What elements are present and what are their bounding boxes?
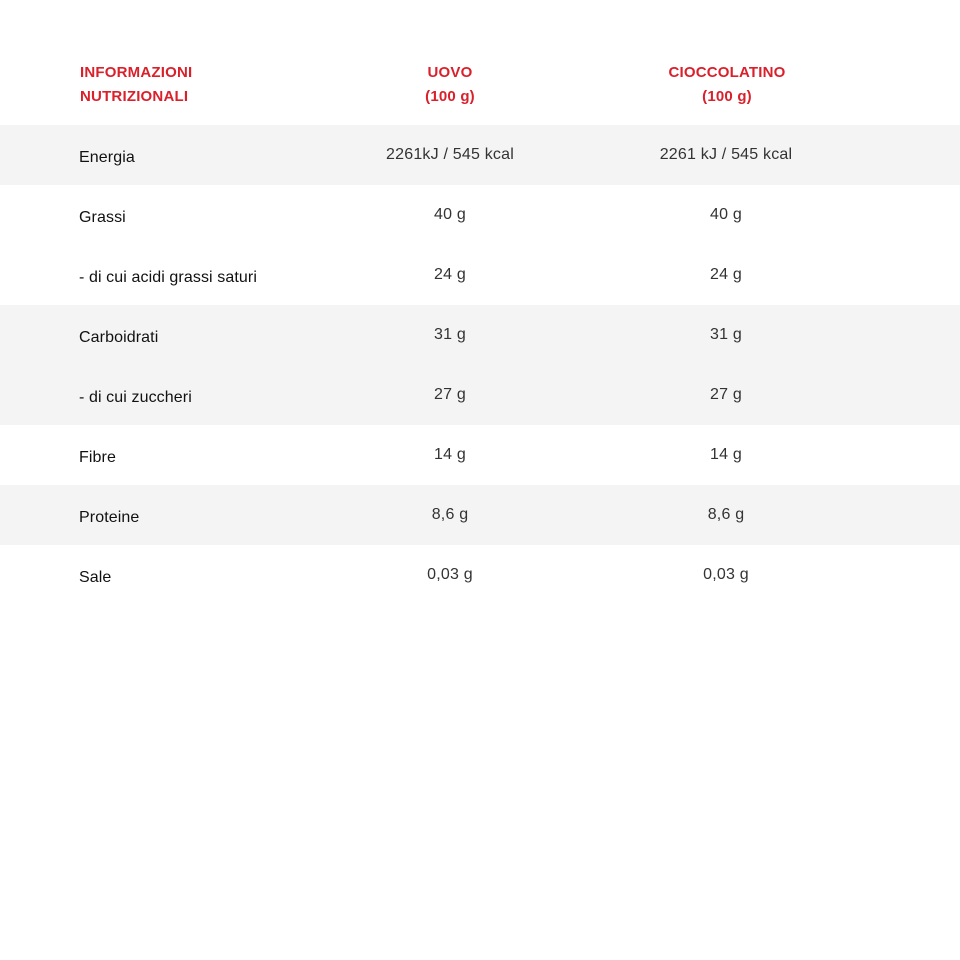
row-label: Fibre xyxy=(79,449,116,466)
row-value-cioccolatino: 0,03 g xyxy=(703,566,749,583)
row-value-uovo: 27 g xyxy=(434,386,466,403)
row-label: - di cui acidi grassi saturi xyxy=(79,269,257,286)
table-row-fibre xyxy=(0,425,960,485)
header-uovo xyxy=(300,61,600,109)
row-label: - di cui zuccheri xyxy=(79,389,192,406)
header-uovo-line1: UOVO xyxy=(427,64,473,81)
row-label: Grassi xyxy=(79,209,126,226)
row-value-cioccolatino: 14 g xyxy=(710,446,742,463)
header-cioccolatino-line2: (100 g) xyxy=(702,88,752,105)
table-row-sale xyxy=(0,545,960,605)
row-value-uovo: 0,03 g xyxy=(427,566,473,583)
row-label: Carboidrati xyxy=(79,329,159,346)
table-row-grassi xyxy=(0,185,960,245)
table-row-proteine xyxy=(0,485,960,545)
table-row-zuccheri xyxy=(0,365,960,425)
header-label-line1: INFORMAZIONI xyxy=(80,64,193,81)
row-value-uovo: 2261kJ / 545 kcal xyxy=(386,146,514,163)
row-value-cioccolatino: 8,6 g xyxy=(707,506,745,523)
row-value-cioccolatino: 24 g xyxy=(710,266,742,283)
table-row-energia xyxy=(0,125,960,185)
row-value-cioccolatino: 27 g xyxy=(710,386,742,403)
header-nutrition-info xyxy=(80,61,192,109)
row-value-cioccolatino: 2261 kJ / 545 kcal xyxy=(659,146,793,163)
row-value-uovo: 40 g xyxy=(434,206,466,223)
row-value-uovo: 8,6 g xyxy=(431,506,469,523)
row-value-cioccolatino: 31 g xyxy=(710,326,742,343)
table-header xyxy=(0,0,960,125)
row-label: Energia xyxy=(79,149,135,166)
table-row-grassi-saturi xyxy=(0,245,960,305)
row-value-uovo: 14 g xyxy=(434,446,466,463)
header-cioccolatino-line1: CIOCCOLATINO xyxy=(668,64,786,81)
header-cioccolatino xyxy=(577,61,877,109)
table-row-carboidrati xyxy=(0,305,960,365)
row-label: Proteine xyxy=(79,509,140,526)
row-value-uovo: 31 g xyxy=(434,326,466,343)
row-value-uovo: 24 g xyxy=(434,266,466,283)
row-value-cioccolatino: 40 g xyxy=(710,206,742,223)
header-uovo-line2: (100 g) xyxy=(425,88,475,105)
row-label: Sale xyxy=(79,569,112,586)
header-label-line2: NUTRIZIONALI xyxy=(80,88,189,105)
